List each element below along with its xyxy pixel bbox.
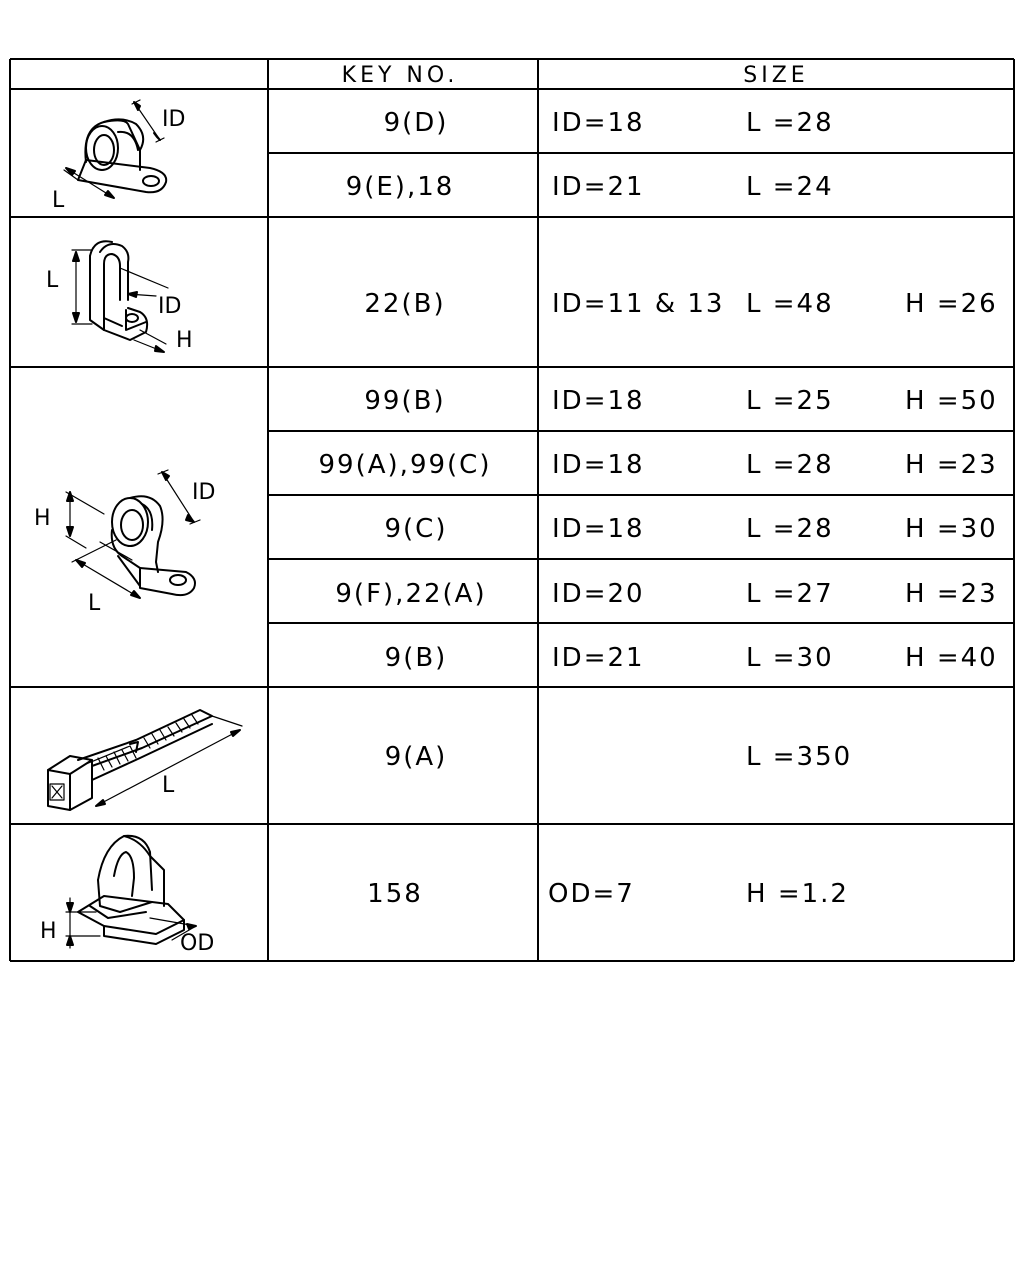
size-l-cell: L =28	[746, 514, 834, 544]
key-no-cell: 9(A)	[384, 742, 448, 772]
dimension-label-l: L	[88, 591, 101, 616]
size-l-cell: L =27	[746, 579, 834, 609]
cable-tie-figure	[48, 710, 242, 810]
size-l-cell: L =30	[746, 643, 834, 673]
size-id-cell: ID=18	[552, 108, 645, 138]
u-clip-figure	[72, 241, 168, 352]
dimension-label-h: H	[176, 328, 193, 353]
dimension-label-l: L	[162, 773, 175, 798]
size-h-cell: H =40	[905, 643, 998, 673]
table-row	[385, 742, 852, 772]
size-l-cell: L =24	[746, 172, 834, 202]
dimension-label-id: ID	[158, 294, 182, 319]
p-clamp-figure	[64, 100, 166, 198]
size-h-cell: H =26	[905, 289, 998, 319]
table-row	[385, 643, 998, 673]
size-id-cell: ID=11 & 13	[552, 289, 725, 319]
dimension-label-id: ID	[192, 480, 216, 505]
size-l-cell: L =25	[746, 386, 834, 416]
table-row	[319, 450, 998, 480]
size-h-cell: H =50	[905, 386, 998, 416]
size-h-cell: H =30	[905, 514, 998, 544]
size-id-cell: ID=20	[552, 579, 645, 609]
key-no-cell: 9(B)	[384, 643, 448, 673]
dimension-label-od: OD	[180, 931, 215, 956]
key-no-cell: 99(B)	[364, 386, 446, 416]
size-od-cell: OD=7	[548, 879, 635, 909]
header-size: SIZE	[743, 63, 809, 88]
size-l-cell: L =28	[746, 450, 834, 480]
table-row	[335, 579, 997, 609]
size-l-cell: L =28	[746, 108, 834, 138]
size-l-cell: L =48	[746, 289, 834, 319]
standoff-clamp-figure	[66, 470, 200, 598]
push-clip-figure	[66, 836, 196, 948]
size-id-cell: ID=18	[552, 386, 645, 416]
size-id-cell: ID=21	[552, 172, 645, 202]
table-row	[384, 108, 834, 138]
size-h-cell: H =23	[905, 579, 998, 609]
key-no-cell: 99(A),99(C)	[318, 450, 492, 480]
size-h-cell: H =1.2	[746, 879, 849, 909]
dimension-label-id: ID	[162, 107, 186, 132]
table-row	[367, 879, 849, 909]
table-row	[385, 514, 998, 544]
key-no-cell: 158	[367, 879, 423, 909]
dimension-label-l: L	[52, 188, 65, 213]
table-row	[364, 386, 997, 416]
key-no-cell: 9(E),18	[345, 172, 455, 202]
size-id-cell: ID=18	[552, 450, 645, 480]
header-key-no: KEY NO.	[341, 63, 459, 88]
dimension-label-l: L	[46, 268, 59, 293]
size-id-cell: ID=18	[552, 514, 645, 544]
dimension-label-h: H	[40, 919, 57, 944]
key-no-cell: 22(B)	[364, 289, 446, 319]
table-row	[364, 289, 997, 319]
key-no-cell: 9(C)	[384, 514, 448, 544]
size-id-cell: ID=21	[552, 643, 645, 673]
key-no-cell: 9(D)	[383, 108, 449, 138]
dimension-label-h: H	[34, 506, 51, 531]
key-no-cell: 9(F),22(A)	[335, 579, 487, 609]
table-row	[346, 172, 834, 202]
size-l-cell: L =350	[746, 742, 853, 772]
size-h-cell: H =23	[905, 450, 998, 480]
